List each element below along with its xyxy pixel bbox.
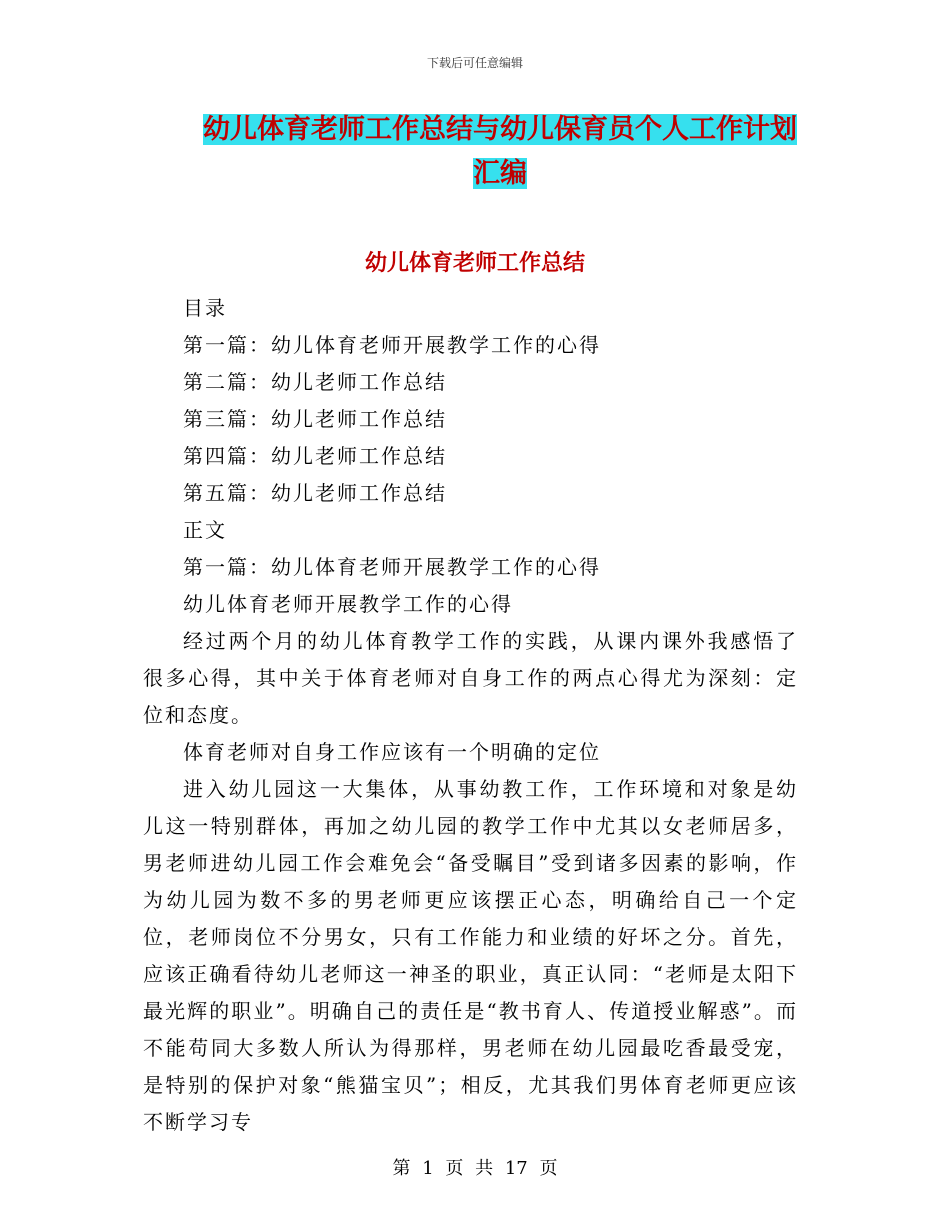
toc-item: 第一篇：幼儿体育老师开展教学工作的心得	[183, 333, 601, 357]
toc-item: 第二篇：幼儿老师工作总结	[183, 370, 447, 394]
section-title: 幼儿体育老师工作总结	[364, 251, 585, 276]
body-text	[143, 290, 798, 1141]
chapter-heading: 第一篇：幼儿体育老师开展教学工作的心得	[183, 555, 601, 579]
body-heading: 正文	[183, 518, 227, 542]
document-title	[190, 108, 810, 196]
toc-item: 第四篇：幼儿老师工作总结	[183, 444, 447, 468]
toc-item: 第五篇：幼儿老师工作总结	[183, 481, 447, 505]
paragraph: 经过两个月的幼儿体育教学工作的实践，从课内课外我感悟了很多心得，其中关于体育老师对自身工作的两点心得尤为深刻：定位和态度。	[143, 629, 798, 727]
page-footer: 第 1 页 共 17 页	[392, 1158, 558, 1179]
toc-heading: 目录	[183, 296, 227, 320]
article-title: 幼儿体育老师开展教学工作的心得	[183, 592, 513, 616]
header-note: 下载后可任意编辑	[426, 56, 523, 70]
document-title-text: 幼儿体育老师工作总结与幼儿保育员个人工作计划汇编	[203, 114, 797, 189]
toc-item: 第三篇：幼儿老师工作总结	[183, 407, 447, 431]
subheading: 体育老师对自身工作应该有一个明确的定位	[183, 740, 601, 764]
paragraph: 进入幼儿园这一大集体，从事幼教工作，工作环境和对象是幼儿这一特别群体，再加之幼儿园的教学工作中尤其以女老师居多，男老师进幼儿园工作会难免会“备受瞩目”受到诸多因素的影响，作为幼儿园为数不多的男老师更应该摆正心态，明确给自己一个定位，老师岗位不分男女，只有工作能力和业绩的好坏之分。首先，应该正确看待幼儿老师这一神圣的职业，真正认同：“老师是太阳下最光辉的职业”。明确自己的责任是“教书育人、传道授业解惑”。而不能苟同大多数人所认为得那样，男老师在幼儿园最吃香最受宠，是特别的保护对象“熊猫宝贝”；相反，尤其我们男体育老师更应该不断学习专	[143, 777, 798, 1134]
